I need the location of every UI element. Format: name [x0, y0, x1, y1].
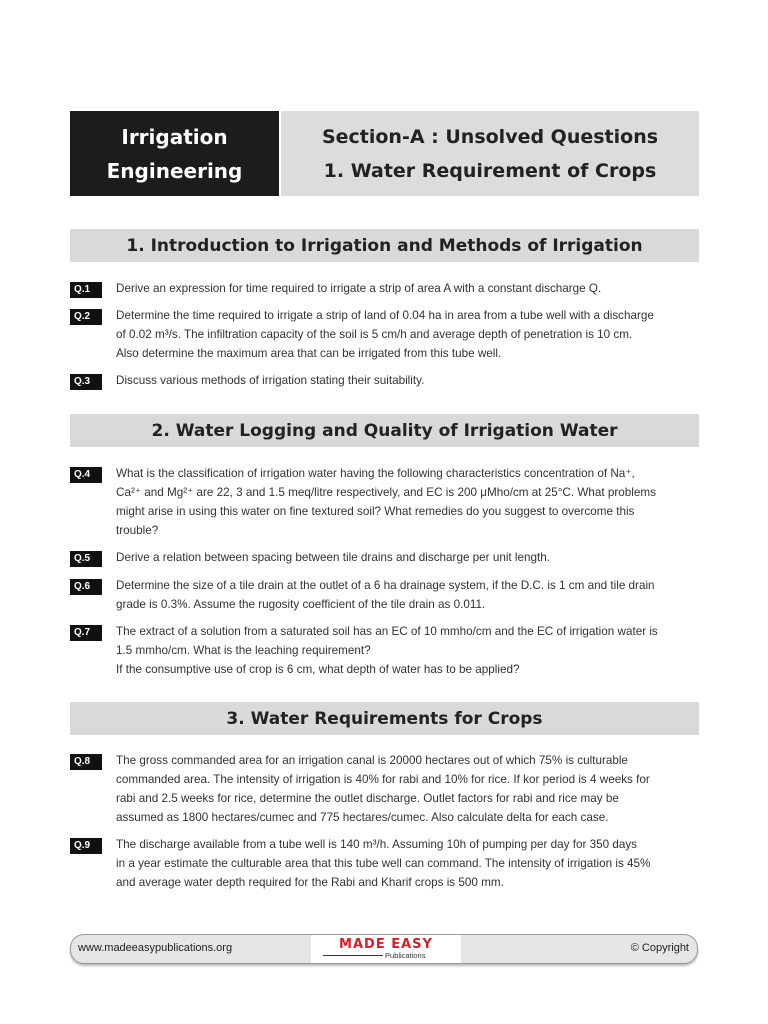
question-text: Discuss various methods of irrigation stating their suitability. [116, 374, 425, 387]
question-item [70, 548, 700, 567]
question-text: What is the classification of irrigation water having the following characteristics concentration of Na⁺, Ca²⁺ and Mg²⁺ are 22, 3 and 1.5 meq/litre respectively, and EC is 200 μMho/cm at 25°C. What problems might arise in using this water on fine textured soil? What remedies do you suggest to overcome this trouble? [116, 467, 656, 537]
logo-subtitle: Publications [385, 951, 426, 960]
publisher-logo [311, 935, 461, 963]
question-text: Derive a relation between spacing between tile drains and discharge per unit length. [116, 551, 551, 564]
question-text: The extract of a solution from a saturated soil has an EC of 10 mmho/cm and the EC of irrigation water is 1.5 mmho/cm. What is the leaching requirement? If the consumptive use of crop is 6 cm, what depth of water has to be applied? [116, 625, 658, 676]
question-label: Q.5 [70, 551, 102, 567]
subject-title-line2: Engineering [106, 158, 243, 183]
section-title-line2: 1. Water Requirement of Crops [323, 159, 657, 182]
question-text: Determine the time required to irrigate a strip of land of 0.04 ha in area from a tube well with a discharge of 0.02 m³/s. The infiltration capacity of the soil is 5 cm/h and average depth of penetration is 10 cm. Also determine the maximum area that can be irrigated from this tube well. [116, 309, 654, 360]
logo-wordmark: MADE EASY [339, 937, 433, 952]
question-label: Q.9 [70, 838, 102, 854]
question-item [70, 751, 700, 827]
question-item [70, 464, 700, 540]
page-header [70, 111, 699, 196]
question-item [70, 371, 700, 390]
section-heading-2: 2. Water Logging and Quality of Irrigation Water [70, 414, 699, 447]
question-item [70, 835, 700, 892]
section-heading-3: 3. Water Requirements for Crops [70, 702, 699, 735]
question-item [70, 622, 700, 679]
section-heading-1: 1. Introduction to Irrigation and Methods of Irrigation [70, 229, 699, 262]
section-title-line1: Section-A : Unsolved Questions [321, 125, 659, 148]
question-label: Q.8 [70, 754, 102, 770]
question-item [70, 279, 700, 298]
footer-copyright: © Copyright [630, 942, 689, 954]
section-title-box [281, 111, 699, 196]
question-label: Q.4 [70, 467, 102, 483]
subject-title-line1: Irrigation [121, 124, 228, 149]
question-item [70, 306, 700, 363]
logo-divider [323, 955, 383, 956]
question-label: Q.7 [70, 625, 102, 641]
question-text: Derive an expression for time required to irrigate a strip of area A with a constant discharge Q. [116, 282, 602, 295]
question-label: Q.2 [70, 309, 102, 325]
question-text: Determine the size of a tile drain at the outlet of a 6 ha drainage system, if the D.C. is 1 cm and tile drain grade is 0.3%. Assume the rugosity coefficient of the tile drain as 0.011. [116, 579, 655, 611]
page-footer [70, 934, 698, 964]
question-label: Q.6 [70, 579, 102, 595]
subject-title-box [70, 111, 279, 196]
question-label: Q.3 [70, 374, 102, 390]
question-text: The discharge available from a tube well is 140 m³/h. Assuming 10h of pumping per day for 350 days in a year estimate the culturable area that this tube well can command. The intensity of irrigation is 45% and average water depth required for the Rabi and Kharif crops is 500 mm. [116, 838, 651, 889]
question-label: Q.1 [70, 282, 102, 298]
question-text: The gross commanded area for an irrigation canal is 20000 hectares out of which 75% is culturable commanded area. The intensity of irrigation is 40% for rabi and 10% for rice. If kor period is 4 weeks for rabi and 2.5 weeks for rice, determine the outlet discharge. Outlet factors for rabi and rice may be assumed as 1800 hectares/cumec and 775 hectares/cumec. Also calculate delta for each case. [116, 754, 650, 824]
footer-url: www.madeeasypublications.org [78, 942, 233, 954]
question-item [70, 576, 700, 614]
